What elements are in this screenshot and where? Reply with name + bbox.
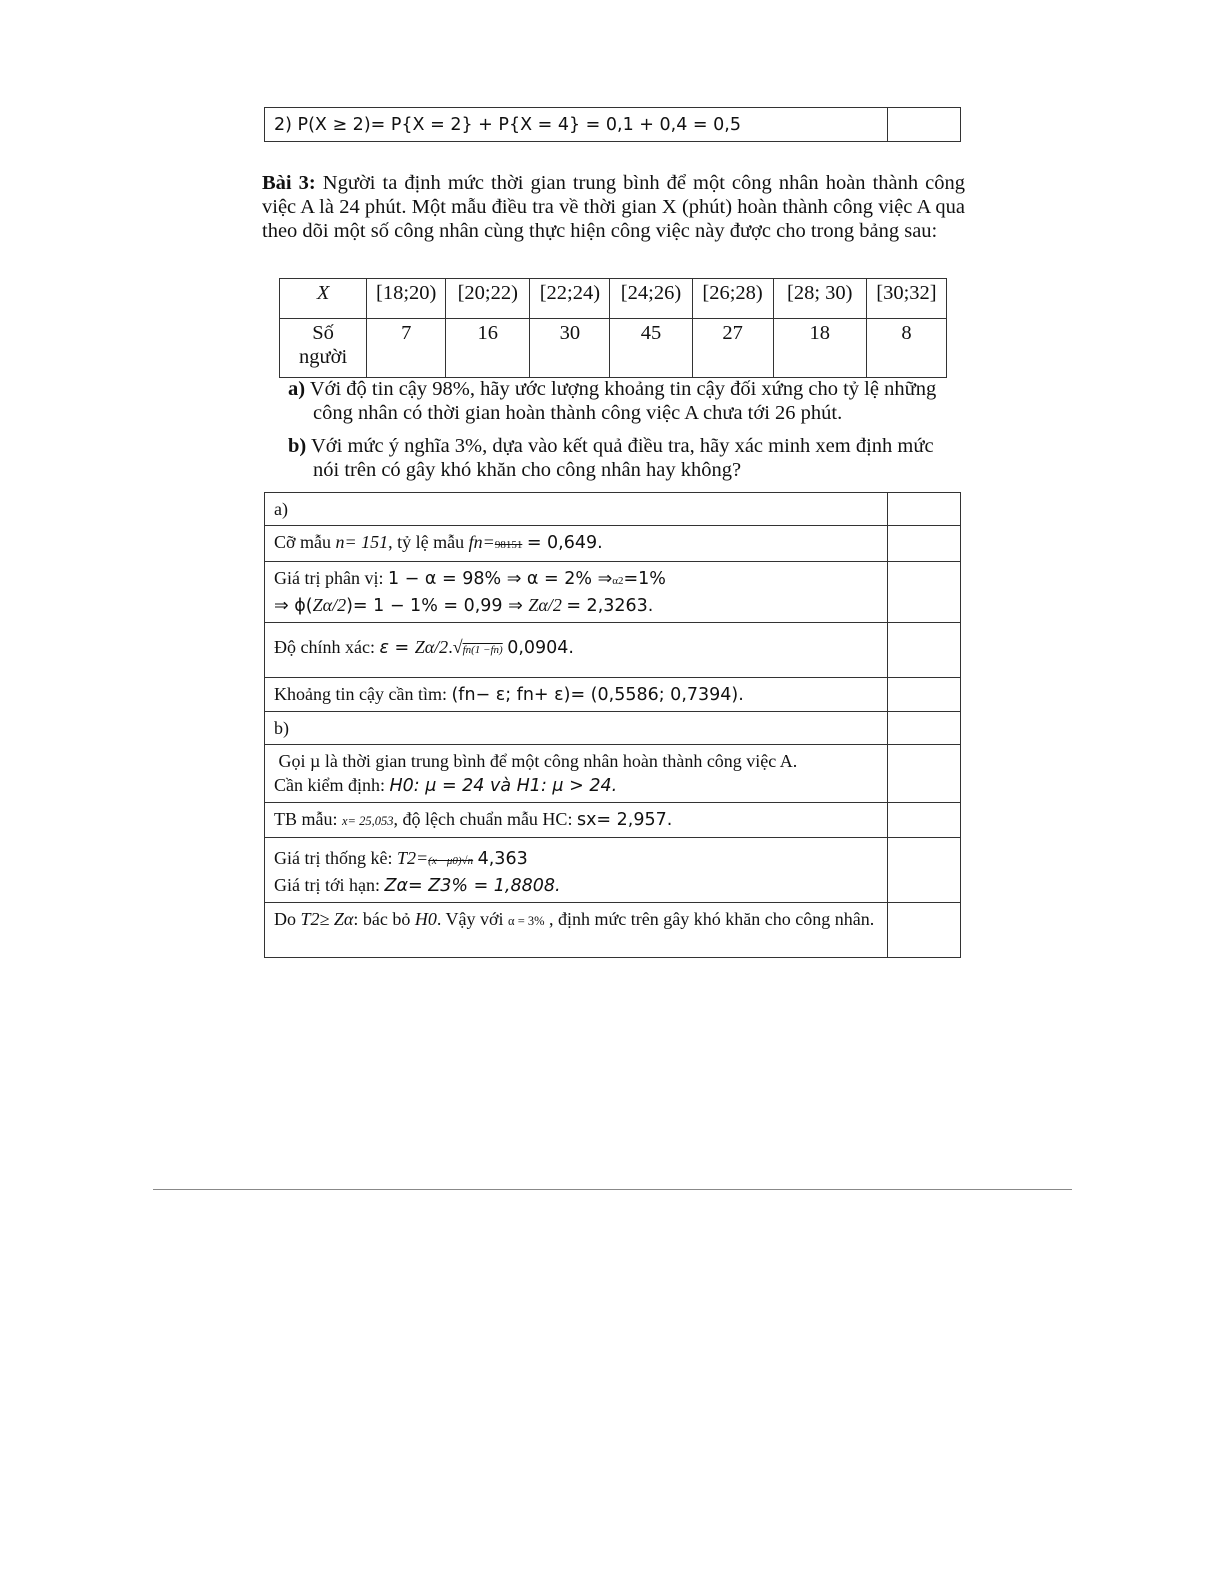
interval-label: Khoảng tin cậy cần tìm: xyxy=(274,684,452,704)
score-cell xyxy=(888,803,961,838)
score-cell xyxy=(888,562,961,623)
conclusion-h0: H0 xyxy=(414,909,437,929)
precision-value: 0,0904. xyxy=(507,638,574,658)
score-cell xyxy=(888,526,961,562)
solution-sample-mean-row xyxy=(265,803,888,838)
precision-eps: ε = xyxy=(379,638,415,658)
quantile-alpha-half: α2 xyxy=(612,575,624,587)
statistic-t: T2= xyxy=(396,848,429,868)
conclusion-alpha: α = 3% xyxy=(508,914,545,928)
sample-size-n: n= 151 xyxy=(335,532,389,552)
freq-interval: [26;28) xyxy=(692,279,773,319)
freq-interval: [22;24) xyxy=(530,279,610,319)
question-a xyxy=(288,377,964,425)
question-b-text: Với mức ý nghĩa 3%, dựa vào kết quả điều tra, hãy xác minh xem định mức nói trên có gây khó khăn cho công nhân hay không? xyxy=(311,435,934,481)
hypothesis-label: Cần kiểm định: xyxy=(274,775,390,795)
phi-math-b: )= 1 − 1% = 0,99 ⇒ xyxy=(346,596,529,616)
phi-math-c: = 2,3263. xyxy=(566,596,654,616)
conclusion-condition: T2≥ Zα xyxy=(300,909,354,929)
freq-count: 8 xyxy=(866,319,946,378)
solution-quantile-row xyxy=(265,562,888,623)
score-cell xyxy=(888,838,961,903)
question-b xyxy=(288,434,964,482)
page-divider xyxy=(153,1189,1072,1190)
phi-z: Zα/2 xyxy=(312,595,347,615)
sample-sd-label: , độ lệch chuẩn mẫu HC: xyxy=(393,809,577,829)
sample-ratio-fraction: 98151 xyxy=(494,539,523,551)
quantile-alpha-half-value: =1% xyxy=(623,569,666,589)
sample-size-text: Cỡ mẫu xyxy=(274,532,336,552)
question-b-label: b) xyxy=(288,435,307,457)
precision-z: Zα/2 xyxy=(414,637,449,657)
solution-statistic-row xyxy=(265,838,888,903)
conclusion-reject: : bác bỏ xyxy=(353,909,415,929)
freq-count: 27 xyxy=(692,319,773,378)
freq-interval: [30;32] xyxy=(866,279,946,319)
score-cell xyxy=(888,623,961,678)
freq-count-label-line2: người xyxy=(299,346,348,368)
solution-table-previous xyxy=(264,107,961,142)
freq-count: 7 xyxy=(367,319,446,378)
score-cell xyxy=(888,678,961,712)
solution-sample-size-row xyxy=(265,526,888,562)
precision-label: Độ chính xác: xyxy=(274,637,380,657)
freq-interval: [18;20) xyxy=(367,279,446,319)
score-cell xyxy=(888,712,961,745)
hypothesis-math: H0: μ = 24 và H1: μ > 24. xyxy=(389,776,618,796)
solution-row-p-x-ge-2 xyxy=(265,108,888,142)
freq-count-label-line1: Số xyxy=(312,322,334,344)
solution-conclusion-row xyxy=(265,903,888,958)
phi-z2: Zα/2 xyxy=(528,595,562,615)
sample-mean-value: x= 25,053 xyxy=(342,814,394,828)
problem-text: Người ta định mức thời gian trung bình để một công nhân hoàn thành công việc A là 24 phút. Một mẫu điều tra về thời gian X (phút) hoàn thành công việc A qua theo dõi một số công nhân cùng thực hiện công việc này được cho trong bảng sau: xyxy=(262,172,966,242)
freq-interval: [24;26) xyxy=(610,279,692,319)
sample-ratio-text: , tỷ lệ mẫu xyxy=(388,532,469,552)
freq-interval: [28; 30) xyxy=(773,279,866,319)
p-x-ge-2-formula: 2) P(X ≥ 2)= P{X = 2} + P{X = 4} = 0,1 + 0,4 = 0,5 xyxy=(274,115,741,135)
freq-header-x: X xyxy=(280,279,367,319)
problem-label: Bài 3: xyxy=(262,172,316,194)
solution-table xyxy=(264,492,961,958)
quantile-label: Giá trị phân vị: xyxy=(274,568,388,588)
statistic-fraction: (x −μ0)√n xyxy=(428,855,474,867)
freq-count: 18 xyxy=(773,319,866,378)
conclusion-mid: . Vậy với xyxy=(436,909,509,929)
solution-part-b-header: b) xyxy=(265,712,888,745)
score-cell xyxy=(888,903,961,958)
critical-label: Giá trị tới hạn: xyxy=(274,875,385,895)
score-cell xyxy=(888,108,961,142)
phi-math-a: ⇒ ϕ( xyxy=(274,596,313,616)
solution-hypothesis-row xyxy=(265,745,888,803)
freq-count: 16 xyxy=(446,319,530,378)
quantile-alpha-math: 1 − α = 98% ⇒ α = 2% ⇒ xyxy=(387,569,613,589)
solution-part-a-header: a) xyxy=(265,493,888,526)
statistic-value: 4,363 xyxy=(477,849,528,869)
precision-fraction: fn(1 −fn) xyxy=(462,644,503,656)
problem-statement xyxy=(262,171,965,243)
freq-count: 45 xyxy=(610,319,692,378)
sample-sd-value: sx= 2,957. xyxy=(576,810,673,830)
sample-mean-label: TB mẫu: xyxy=(274,809,342,829)
question-a-label: a) xyxy=(288,378,306,400)
statistic-label: Giá trị thống kê: xyxy=(274,848,397,868)
solution-precision-row xyxy=(265,623,888,678)
freq-interval: [20;22) xyxy=(446,279,530,319)
score-cell xyxy=(888,745,961,803)
frequency-table xyxy=(279,278,947,378)
precision-sqrt: .√ xyxy=(448,637,463,657)
score-cell xyxy=(888,493,961,526)
freq-header-count xyxy=(280,319,367,378)
hypothesis-definition: Gọi µ là thời gian trung bình để một công nhân hoàn thành công việc A. xyxy=(278,751,798,771)
solution-interval-row xyxy=(265,678,888,712)
freq-count: 30 xyxy=(530,319,610,378)
interval-math: (fn− ε; fn+ ε)= (0,5586; 0,7394). xyxy=(451,685,744,705)
conclusion-end: , định mức trên gây khó khăn cho công nhân. xyxy=(544,909,875,929)
question-a-text: Với độ tin cậy 98%, hãy ước lượng khoảng tin cậy đối xứng cho tỷ lệ những công nhân có thời gian hoàn thành công việc A chưa tới 26 phút. xyxy=(309,378,937,424)
conclusion-pre: Do xyxy=(274,909,301,929)
sample-ratio-f: fn= xyxy=(468,532,495,552)
critical-value: Zα= Z3% = 1,8808. xyxy=(384,876,561,896)
sample-ratio-value: = 0,649. xyxy=(526,533,603,553)
